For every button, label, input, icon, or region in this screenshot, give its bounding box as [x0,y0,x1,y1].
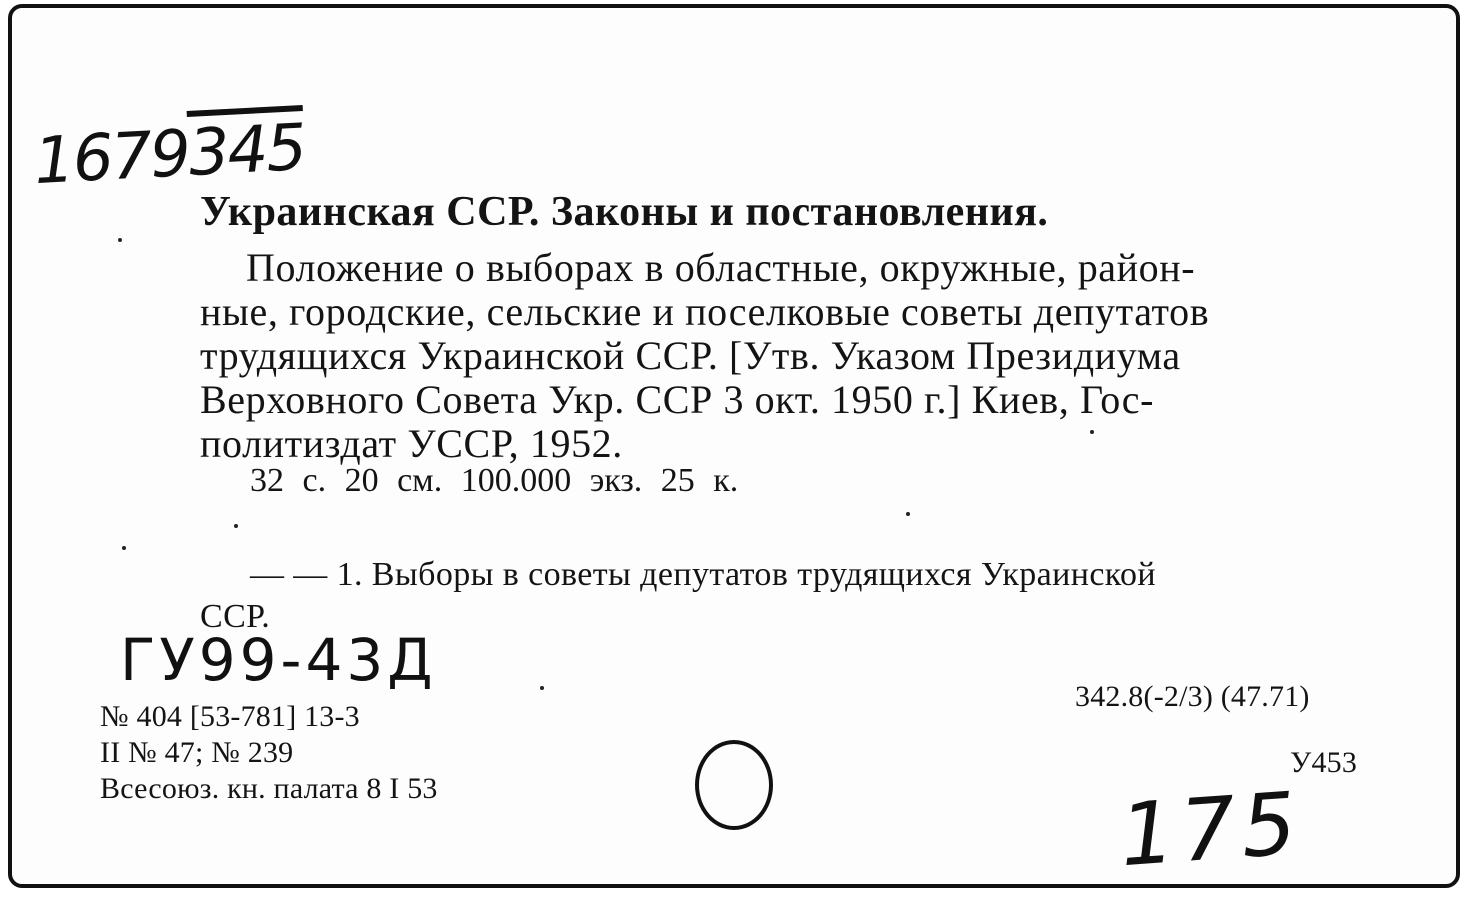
record-number-line-1: № 404 [53-781] 13-3 [100,700,360,733]
body-line-1: Положение о выборах в областные, окружные, район- [246,245,1196,290]
scan-speck [906,512,910,516]
author-mark: У453 [1290,746,1358,779]
subject-tracing-line-1: — — 1. Выборы в советы депутатов трудящихся Украинской [250,556,1156,593]
scan-speck [118,238,122,242]
call-number-base: 1679 [32,117,191,200]
scan-speck [234,524,238,528]
body-line-4: Верховного Совета Укр. ССР 3 окт. 1950 г.] Киев, Гос- [200,377,1155,422]
card-heading: Украинская ССР. Законы и постановления. [200,189,1049,235]
punch-hole [695,740,773,830]
record-number-line-2: II № 47; № 239 [100,736,294,769]
scan-speck [122,546,126,550]
scan-speck [1090,430,1094,434]
handwritten-shelf-code: ГУ99-43Д [120,626,437,694]
body-line-3: трудящихся Украинской ССР. [Утв. Указом Президиума [200,333,1181,378]
collation-line: 32 с. 20 см. 100.000 экз. 25 к. [250,462,739,499]
body-line-2: ные, городские, сельские и поселковые советы депутатов [200,289,1210,334]
scan-speck [540,686,544,690]
body-line-5: политиздат УССР, 1952. [200,421,623,466]
record-number-line-3: Всесоюз. кн. палата 8 I 53 [100,772,438,805]
subject-tracing-line-2: ССР. [200,598,271,635]
handwritten-corner-number: 175 [1116,773,1306,887]
handwritten-call-number [32,111,307,199]
classification-code: 342.8(-2/3) (47.71) [1075,680,1310,713]
call-number-overlined: 345 [186,110,307,191]
